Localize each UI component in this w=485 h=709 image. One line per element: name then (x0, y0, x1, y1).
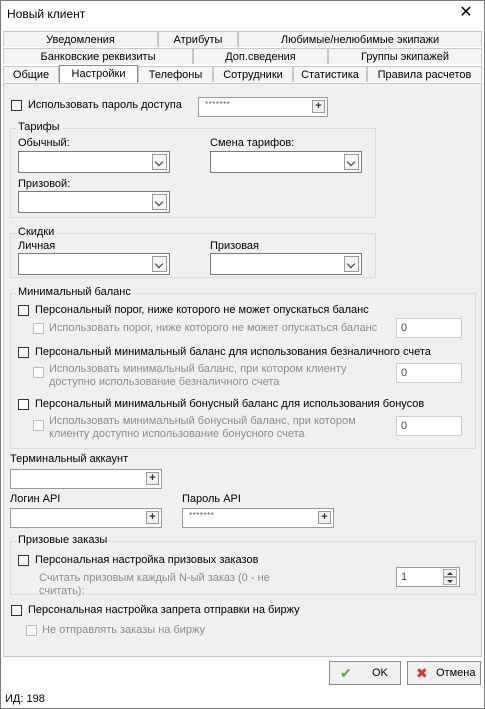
exchange-label: Персональная настройка запрета отправки на биржу (28, 604, 300, 616)
api-password-mask: ******* (189, 511, 215, 520)
bonus-sub-checkbox[interactable] (33, 420, 44, 431)
plus-icon[interactable]: + (146, 511, 159, 524)
tab-employees[interactable]: Сотрудники (213, 66, 293, 82)
tab-favorite-crews[interactable]: Любимые/нелюбимые экипажи (238, 31, 482, 47)
terminal-account-label: Терминальный аккаунт (10, 453, 129, 465)
tab-attributes[interactable]: Атрибуты (158, 31, 238, 47)
prize-orders-nth-value: 1 (401, 571, 408, 583)
plus-icon[interactable]: + (312, 100, 325, 113)
client-id: ИД: 198 (5, 693, 45, 705)
window-title: Новый клиент (7, 7, 86, 21)
no-exchange-label: Не отправлять заказы на биржу (42, 624, 206, 636)
tab-statistics[interactable]: Статистика (293, 66, 367, 82)
spinner[interactable] (443, 569, 457, 585)
prize-tariff-select[interactable] (18, 191, 170, 213)
chevron-down-icon[interactable] (152, 256, 167, 272)
cashless-label: Персональный минимальный баланс для использования безналичного счета (35, 346, 431, 358)
threshold-checkbox[interactable] (18, 305, 29, 316)
tab-bank-details[interactable]: Банковские реквизиты (3, 48, 193, 64)
api-login-label: Логин API (10, 493, 61, 505)
prize-orders-label: Персональная настройка призовых заказов (35, 554, 259, 566)
chevron-down-icon[interactable] (152, 154, 167, 170)
api-password-field[interactable] (182, 508, 334, 528)
bonus-value-field[interactable] (396, 416, 462, 436)
cashless-sub-label-line1: Использовать минимальный баланс, при котором клиенту (49, 363, 347, 375)
tab-crew-groups[interactable]: Группы экипажей (328, 48, 482, 64)
cashless-sub-label-line2: доступно использование безналичного счета (49, 376, 280, 388)
discounts-group-label: Скидки (18, 226, 55, 238)
threshold-label: Персональный порог, ниже которого не может опускаться баланс (35, 304, 369, 316)
threshold-sub-checkbox[interactable] (33, 323, 44, 334)
plus-icon[interactable]: + (146, 472, 159, 485)
api-password-label: Пароль API (182, 493, 241, 505)
tab-settings[interactable]: Настройки (59, 65, 138, 83)
prize-orders-nth-field[interactable] (396, 567, 460, 587)
prize-orders-group-label: Призовые заказы (18, 534, 108, 546)
threshold-value-field[interactable] (396, 318, 462, 338)
tab-row-3 (3, 66, 482, 83)
use-password-label: Использовать пароль доступа (28, 99, 182, 111)
close-icon[interactable]: ✕ (459, 4, 473, 21)
min-balance-group-label: Минимальный баланс (18, 286, 131, 298)
prize-orders-sub-line2: считать): (39, 585, 85, 597)
bonus-sub-label-line2: клиенту доступно использование бонусного счета (49, 428, 305, 440)
title-bar (1, 1, 484, 27)
bonus-label: Персональный минимальный бонусный баланс для использования бонусов (35, 398, 425, 410)
tariffs-group-label: Тарифы (18, 121, 60, 133)
terminal-account-field[interactable] (10, 469, 162, 489)
regular-tariff-select[interactable] (18, 151, 170, 173)
ok-button[interactable] (329, 661, 401, 685)
prize-orders-checkbox[interactable] (18, 555, 29, 566)
cashless-value: 0 (401, 367, 408, 379)
bonus-checkbox[interactable] (18, 399, 29, 410)
settings-panel (3, 83, 482, 657)
spin-down-icon[interactable] (443, 577, 457, 585)
bonus-sub-label-line1: Использовать минимальный бонусный баланс, при котором (49, 415, 356, 427)
tariff-change-select[interactable] (210, 151, 362, 173)
ok-button-label: OK (372, 667, 388, 679)
chevron-down-icon[interactable] (344, 256, 359, 272)
chevron-down-icon[interactable] (344, 154, 359, 170)
exchange-checkbox[interactable] (11, 605, 22, 616)
cancel-button[interactable] (407, 661, 481, 685)
tab-general[interactable]: Общие (3, 66, 59, 82)
use-password-checkbox[interactable] (11, 100, 22, 111)
plus-icon[interactable]: + (318, 511, 331, 524)
tab-calc-rules[interactable]: Правила расчетов (367, 66, 482, 82)
button-bar (1, 658, 484, 688)
prize-discount-select[interactable] (210, 253, 362, 275)
cashless-value-field[interactable] (396, 363, 462, 383)
tab-phones[interactable]: Телефоны (138, 66, 213, 82)
password-field[interactable] (198, 97, 328, 117)
threshold-value: 0 (401, 322, 408, 334)
threshold-sub-label: Использовать порог, ниже которого не может опускаться баланс (49, 322, 378, 334)
cross-icon: ✖ (416, 665, 428, 681)
regular-tariff-label: Обычный: (18, 137, 70, 149)
check-icon: ✔ (340, 665, 352, 681)
prize-orders-sub-line1: Считать призовым каждый N-ый заказ (0 - не (39, 572, 270, 584)
no-exchange-checkbox[interactable] (26, 625, 37, 636)
personal-discount-select[interactable] (18, 253, 170, 275)
prize-discount-label: Призовая (210, 240, 260, 252)
tab-notifications[interactable]: Уведомления (3, 31, 158, 47)
personal-discount-label: Личная (18, 240, 56, 252)
tab-row-2 (3, 48, 482, 65)
cancel-button-label: Отмена (436, 667, 476, 679)
cashless-sub-checkbox[interactable] (33, 367, 44, 378)
cashless-checkbox[interactable] (18, 347, 29, 358)
spin-up-icon[interactable] (443, 569, 457, 577)
password-mask: ******* (205, 100, 231, 109)
prize-tariff-label: Призовой: (18, 178, 71, 190)
chevron-down-icon[interactable] (152, 194, 167, 210)
bonus-value: 0 (401, 420, 408, 432)
api-login-field[interactable] (10, 508, 162, 528)
tab-extra-info[interactable]: Доп.сведения (193, 48, 328, 64)
status-bar (1, 689, 484, 708)
tab-row-1 (3, 31, 482, 48)
tariff-change-label: Смена тарифов: (210, 137, 295, 149)
